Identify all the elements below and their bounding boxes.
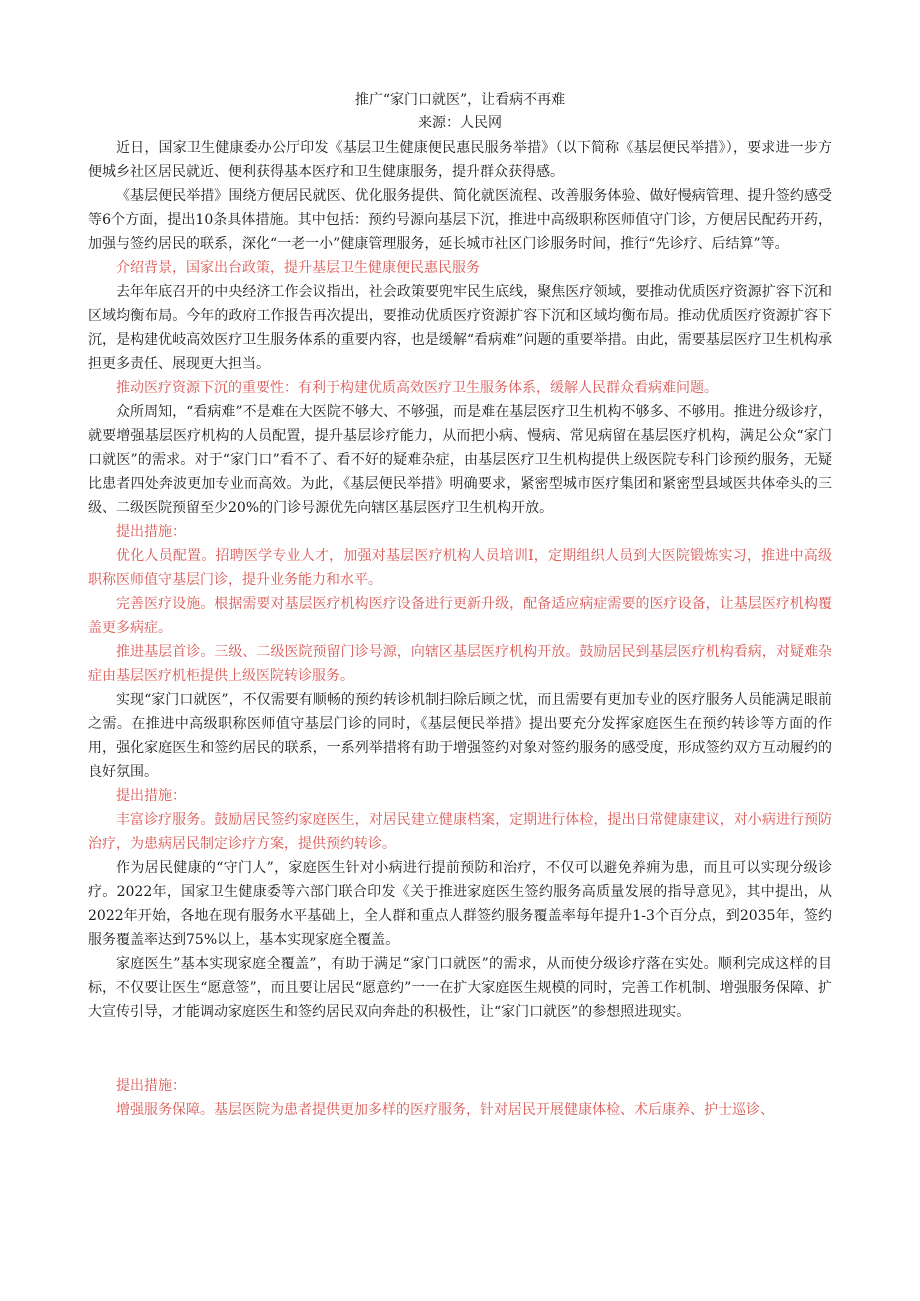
annotation-note: 介绍背景，国家出台政策，提升基层卫生健康便民惠民服务	[116, 260, 480, 276]
annotation-note: 完善医疗设施。根据需要对基层医疗机构医疗设备进行更新升级，配备适应病症需要的医疗设备，让基层医疗机构覆盖更多病症。	[88, 596, 832, 636]
paragraph: 去年年底召开的中央经济工作会议指出，社会政策要兜牢民生底线，聚焦医疗领域，要推动优质医疗资源扩容下沉和区域均衡布局。今年的政府工作报告再次提出，要推动优质医疗资源扩容下沉和区域均衡布局。推动优质医疗资源扩容下沉，是构建优岐高效医疗卫生服务体系的重要内容，也是缓解“看病难”问题的重要举措。由此，需要基层医疗卫生机构承担更多责任、展现更大担当。	[88, 284, 832, 372]
annotation-note: 优化人员配置。招聘医学专业人才，加强对基层医疗机构人员培训I，定期组织人员到大医院锻炼实习，推进中高级职称医师值守基层门诊，提升业务能力和水平。	[88, 548, 832, 588]
paragraph: 《基层便民举措》围绕方便居民就医、优化服务提供、简化就医流程、改善服务体验、做好慢病管理、提升签约感受等6个方面，提出10条具体措施。其中包括：预约号源向基层下沉，推进中高级职称医师值守门诊，方便居民配药开药，加强与签约居民的联系，深化“一老一小”健康管理服务，延长城市社区门诊服务时间，推行“先诊疗、后结算”等。	[88, 188, 832, 252]
annotation-note: 推动医疗资源下沉的重要性：有利于构建优质高效医疗卫生服务体系，缓解人民群众看病难问题。	[116, 380, 718, 396]
annotation-note: 提出措施：	[116, 524, 186, 540]
paragraph: 家庭医生”基本实现家庭全覆盖”，有助于满足“家门口就医”的需求，从而使分级诊疗落在实处。顺利完成这样的目标，不仅要让医生“愿意签”，而且要让居民“愿意约”一一在扩大家庭医生规模的同时，完善工作机制、增强服务保障、扩大宣传引导，才能调动家庭医生和签约居民双向奔赴的积极性，让“家门口就医”的参想照进现实。	[88, 956, 832, 1020]
paragraph: 作为居民健康的“守门人”，家庭医生针对小病进行提前预防和治疗，不仅可以避免养痈为患，而且可以实现分级诊疗。2022年，国家卫生健康委等六部门联合印发《关于推进家庭医生签约服务高质量发展的指导意见》，其中提出，从2022年开始，各地在现有服务水平基础上，全人群和重点人群签约服务覆盖率每年提升1-3个百分点，到2035年，签约服务覆盖率达到75%以上，基本实现家庭全覆盖。	[88, 860, 832, 948]
paragraph: 近日，国家卫生健康委办公厅印发《基层卫生健康便民惠民服务举措》（以下简称《基层便民举措》），要求进一步方便城乡社区居民就近、便利获得基本医疗和卫生健康服务，提升群众获得感。	[88, 140, 832, 180]
blank-gap	[88, 1024, 832, 1074]
paragraph: 实现“家门口就医”，不仅需要有顺畅的预约转诊机制扫除后顾之忧，而且需要有更加专业的医疗服务人员能满足眼前之需。在推进中高级职称医师值守基层门诊的同时，《基层便民举措》提出要充分发挥家庭医生在预约转诊等方面的作用，强化家庭医生和签约居民的联系，一系列举措将有助于增强签约对象对签约服务的感受度，形成签约双方互动履约的良好氛围。	[88, 692, 832, 780]
paragraph: 众所周知，“看病难”不是难在大医院不够大、不够强，而是难在基层医疗卫生机构不够多、不够用。推进分级诊疗，就要增强基层医疗机构的人员配置，提升基层诊疗能力，从而把小病、慢病、常见病留在基层医疗机构，满足公众“家门口就医”的需求。对于“家门口”看不了、看不好的疑难杂症，由基层医疗卫生机构提供上级医院专科门诊预约服务，无疑比患者四处奔波更加专业而高效。为此，《基层便民举措》明确要求，紧密型城市医疗集团和紧密型县域医共体牵头的三级、二级医院预留至少20%的门诊号源优先向辖区基层医疗卫生机构开放。	[88, 404, 832, 516]
article-source: 来源：人民网	[418, 115, 502, 131]
article-title: 推广“家门口就医”，让看病不再难	[354, 92, 566, 108]
annotation-note: 提出措施：	[116, 788, 186, 804]
annotation-note: 推进基层首诊。三级、二级医院预留门诊号源，向辖区基层医疗机构开放。鼓励居民到基层医疗机构看病，对疑难杂症由基层医疗机柜提供上级医院转诊服务。	[88, 644, 832, 684]
document-page	[88, 88, 832, 1122]
annotation-note: 提出措施：	[116, 1078, 186, 1094]
annotation-note: 丰富诊疗服务。鼓励居民签约家庭医生，对居民建立健康档案，定期进行体检，提出日常健康建议，对小病进行预防治疗，为患病居民制定诊疗方案，提供预约转诊。	[88, 812, 832, 852]
annotation-note: 增强服务保障。基层医院为患者提供更加多样的医疗服务，针对居民开展健康体检、术后康养、护士巡诊、	[116, 1102, 774, 1118]
